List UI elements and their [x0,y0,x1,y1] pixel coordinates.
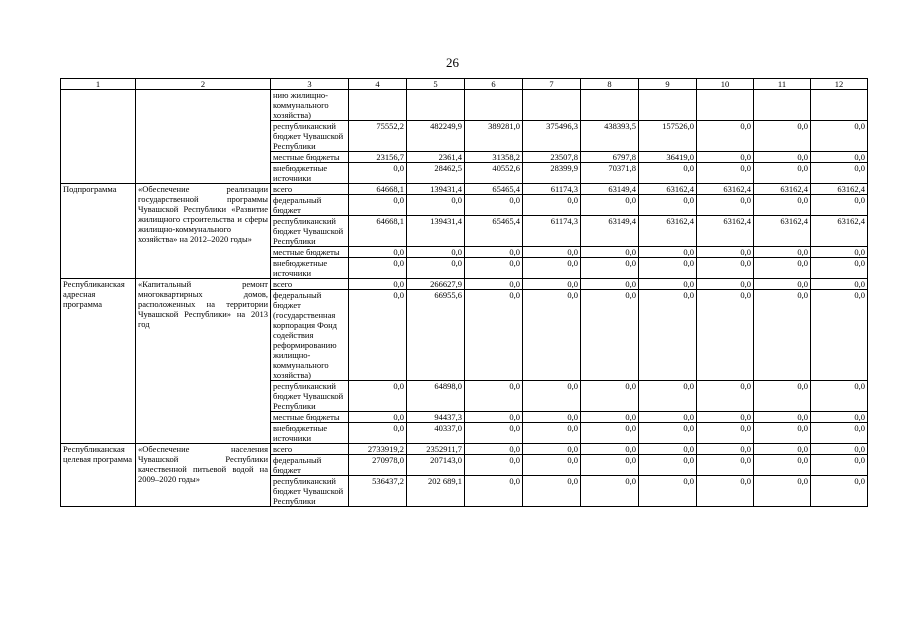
amount-cell: 157526,0 [639,121,697,152]
amount-cell: 139431,4 [407,216,465,247]
amount-cell: 0,0 [811,121,868,152]
column-header: 9 [639,79,697,90]
amount-cell: 0,0 [465,290,523,381]
amount-cell: 0,0 [465,412,523,423]
amount-cell: 0,0 [754,455,811,476]
amount-cell: 0,0 [811,444,868,455]
amount-cell: 0,0 [349,381,407,412]
amount-cell: 0,0 [811,381,868,412]
column-header: 1 [61,79,136,90]
amount-cell: 0,0 [523,195,581,216]
amount-cell: 0,0 [581,455,639,476]
amount-cell: 0,0 [581,279,639,290]
amount-cell: 202 689,1 [407,476,465,507]
amount-cell: 2352911,7 [407,444,465,455]
amount-cell: 64668,1 [349,184,407,195]
amount-cell: 61174,3 [523,216,581,247]
amount-cell: 0,0 [811,195,868,216]
amount-cell: 0,0 [465,444,523,455]
amount-cell: 0,0 [349,412,407,423]
column-header: 4 [349,79,407,90]
amount-cell: 0,0 [465,258,523,279]
amount-cell: 0,0 [465,279,523,290]
amount-cell: 0,0 [811,290,868,381]
funding-source-cell: республиканский бюджет Чувашской Республики [271,121,349,152]
amount-cell: 63162,4 [754,216,811,247]
column-header: 2 [136,79,271,90]
amount-cell: 0,0 [581,195,639,216]
amount-cell: 0,0 [754,279,811,290]
amount-cell [523,90,581,121]
program-name-cell: «Капитальный ремонт многоквартирных домов, расположенных на территории Чувашской Республики» на 2013 год [136,279,271,444]
amount-cell: 0,0 [811,476,868,507]
amount-cell: 65465,4 [465,184,523,195]
amount-cell: 36419,0 [639,152,697,163]
program-name-cell [136,90,271,184]
amount-cell [465,90,523,121]
amount-cell: 0,0 [697,455,754,476]
program-name-cell: «Обеспечение населения Чувашской Республики качественной питьевой водой на 2009–2020 годы» [136,444,271,507]
amount-cell: 0,0 [465,455,523,476]
amount-cell: 0,0 [523,381,581,412]
amount-cell [811,90,868,121]
funding-source-cell: федеральный бюджет (государственная корпорация Фонд содействия реформированию жилищно-коммунального хозяйства) [271,290,349,381]
amount-cell: 23156,7 [349,152,407,163]
amount-cell: 63162,4 [697,184,754,195]
amount-cell: 0,0 [754,152,811,163]
amount-cell: 0,0 [581,412,639,423]
column-header: 11 [754,79,811,90]
amount-cell: 266627,9 [407,279,465,290]
amount-cell: 0,0 [639,381,697,412]
amount-cell: 40337,0 [407,423,465,444]
amount-cell: 0,0 [639,476,697,507]
amount-cell [407,90,465,121]
amount-cell: 2361,4 [407,152,465,163]
amount-cell: 63149,4 [581,216,639,247]
amount-cell: 0,0 [581,381,639,412]
amount-cell: 0,0 [697,163,754,184]
amount-cell: 0,0 [407,195,465,216]
amount-cell: 0,0 [523,412,581,423]
table-row [61,279,868,290]
amount-cell [697,90,754,121]
amount-cell: 61174,3 [523,184,581,195]
amount-cell: 0,0 [697,247,754,258]
program-type-cell: Подпрограмма [61,184,136,279]
amount-cell: 0,0 [639,247,697,258]
amount-cell: 0,0 [407,247,465,258]
amount-cell: 0,0 [523,444,581,455]
column-header: 8 [581,79,639,90]
funding-source-cell: федеральный бюджет [271,455,349,476]
amount-cell: 0,0 [349,195,407,216]
amount-cell: 0,0 [349,290,407,381]
amount-cell: 70371,8 [581,163,639,184]
amount-cell: 0,0 [697,195,754,216]
amount-cell: 0,0 [697,152,754,163]
amount-cell: 63162,4 [639,184,697,195]
amount-cell: 0,0 [811,455,868,476]
amount-cell: 0,0 [697,381,754,412]
amount-cell: 0,0 [523,423,581,444]
amount-cell: 0,0 [754,163,811,184]
amount-cell: 63162,4 [811,216,868,247]
funding-source-cell: республиканский бюджет Чувашской Республики [271,216,349,247]
amount-cell: 0,0 [811,152,868,163]
amount-cell: 0,0 [811,279,868,290]
table-row [61,90,868,121]
column-header: 5 [407,79,465,90]
amount-cell: 0,0 [754,195,811,216]
amount-cell: 270978,0 [349,455,407,476]
amount-cell: 0,0 [639,195,697,216]
amount-cell: 0,0 [523,279,581,290]
amount-cell: 0,0 [697,279,754,290]
amount-cell: 6797,8 [581,152,639,163]
amount-cell: 0,0 [754,290,811,381]
amount-cell: 0,0 [523,258,581,279]
amount-cell: 0,0 [349,247,407,258]
funding-source-cell: местные бюджеты [271,412,349,423]
amount-cell: 63162,4 [754,184,811,195]
amount-cell: 66955,6 [407,290,465,381]
table-row [61,444,868,455]
amount-cell: 0,0 [639,444,697,455]
amount-cell: 75552,2 [349,121,407,152]
amount-cell: 0,0 [523,247,581,258]
amount-cell: 0,0 [639,258,697,279]
amount-cell: 0,0 [754,381,811,412]
funding-source-cell: местные бюджеты [271,247,349,258]
program-type-cell: Республиканская целевая программа [61,444,136,507]
funding-source-cell: внебюджетные источники [271,258,349,279]
column-header: 10 [697,79,754,90]
amount-cell: 0,0 [754,247,811,258]
amount-cell: 0,0 [465,381,523,412]
amount-cell: 0,0 [697,444,754,455]
amount-cell: 389281,0 [465,121,523,152]
column-header: 6 [465,79,523,90]
amount-cell: 0,0 [639,423,697,444]
funding-source-cell: федеральный бюджет [271,195,349,216]
amount-cell: 64668,1 [349,216,407,247]
amount-cell: 0,0 [754,412,811,423]
amount-cell [349,90,407,121]
amount-cell: 0,0 [754,423,811,444]
amount-cell: 0,0 [754,258,811,279]
amount-cell: 94437,3 [407,412,465,423]
amount-cell [754,90,811,121]
amount-cell: 63162,4 [697,216,754,247]
program-type-cell [61,90,136,184]
amount-cell: 2733919,2 [349,444,407,455]
amount-cell: 63162,4 [639,216,697,247]
amount-cell: 0,0 [754,121,811,152]
amount-cell: 23507,8 [523,152,581,163]
amount-cell: 0,0 [349,423,407,444]
amount-cell: 0,0 [697,423,754,444]
amount-cell: 0,0 [811,163,868,184]
program-type-cell: Республиканская адресная программа [61,279,136,444]
amount-cell: 0,0 [465,476,523,507]
amount-cell: 0,0 [697,121,754,152]
funding-source-cell: всего [271,279,349,290]
amount-cell: 207143,0 [407,455,465,476]
amount-cell: 31358,2 [465,152,523,163]
budget-table [60,78,868,507]
amount-cell: 482249,9 [407,121,465,152]
amount-cell [639,90,697,121]
amount-cell: 0,0 [465,195,523,216]
amount-cell: 0,0 [697,258,754,279]
amount-cell: 139431,4 [407,184,465,195]
amount-cell: 0,0 [581,476,639,507]
table-row [61,184,868,195]
amount-cell: 64898,0 [407,381,465,412]
amount-cell: 0,0 [697,412,754,423]
amount-cell: 0,0 [811,412,868,423]
amount-cell: 0,0 [639,455,697,476]
amount-cell: 63162,4 [811,184,868,195]
column-header: 7 [523,79,581,90]
amount-cell: 65465,4 [465,216,523,247]
amount-cell: 0,0 [639,163,697,184]
amount-cell: 0,0 [465,247,523,258]
column-header: 12 [811,79,868,90]
amount-cell: 0,0 [581,258,639,279]
page-number: 26 [446,55,459,70]
amount-cell: 0,0 [639,412,697,423]
amount-cell: 375496,3 [523,121,581,152]
amount-cell [581,90,639,121]
amount-cell: 40552,6 [465,163,523,184]
amount-cell: 0,0 [581,290,639,381]
program-name-cell: «Обеспечение реализации государственной программы Чувашской Республики «Развитие жилищного строительства и сферы жилищно-коммунального хозяйства» на 2012–2020 годы» [136,184,271,279]
amount-cell: 0,0 [349,279,407,290]
amount-cell: 0,0 [523,455,581,476]
amount-cell: 0,0 [697,476,754,507]
amount-cell: 0,0 [407,258,465,279]
amount-cell: 0,0 [754,444,811,455]
funding-source-cell: республиканский бюджет Чувашской Республики [271,381,349,412]
amount-cell: 0,0 [811,258,868,279]
amount-cell: 63149,4 [581,184,639,195]
amount-cell: 0,0 [811,423,868,444]
amount-cell: 0,0 [349,163,407,184]
funding-source-cell: внебюджетные источники [271,423,349,444]
amount-cell: 0,0 [523,290,581,381]
amount-cell: 28399,9 [523,163,581,184]
amount-cell: 0,0 [349,258,407,279]
funding-source-cell: местные бюджеты [271,152,349,163]
header-row [61,79,868,90]
funding-source-cell: внебюджетные источники [271,163,349,184]
amount-cell: 0,0 [465,423,523,444]
funding-source-cell: нию жилищно-коммунального хозяйства) [271,90,349,121]
column-header: 3 [271,79,349,90]
amount-cell: 536437,2 [349,476,407,507]
amount-cell: 0,0 [811,247,868,258]
amount-cell: 438393,5 [581,121,639,152]
funding-source-cell: всего [271,184,349,195]
funding-source-cell: республиканский бюджет Чувашской Республики [271,476,349,507]
funding-source-cell: всего [271,444,349,455]
amount-cell: 0,0 [639,290,697,381]
amount-cell: 0,0 [754,476,811,507]
amount-cell: 0,0 [639,279,697,290]
amount-cell: 0,0 [523,476,581,507]
amount-cell: 0,0 [581,247,639,258]
amount-cell: 0,0 [697,290,754,381]
amount-cell: 28462,5 [407,163,465,184]
amount-cell: 0,0 [581,423,639,444]
amount-cell: 0,0 [581,444,639,455]
